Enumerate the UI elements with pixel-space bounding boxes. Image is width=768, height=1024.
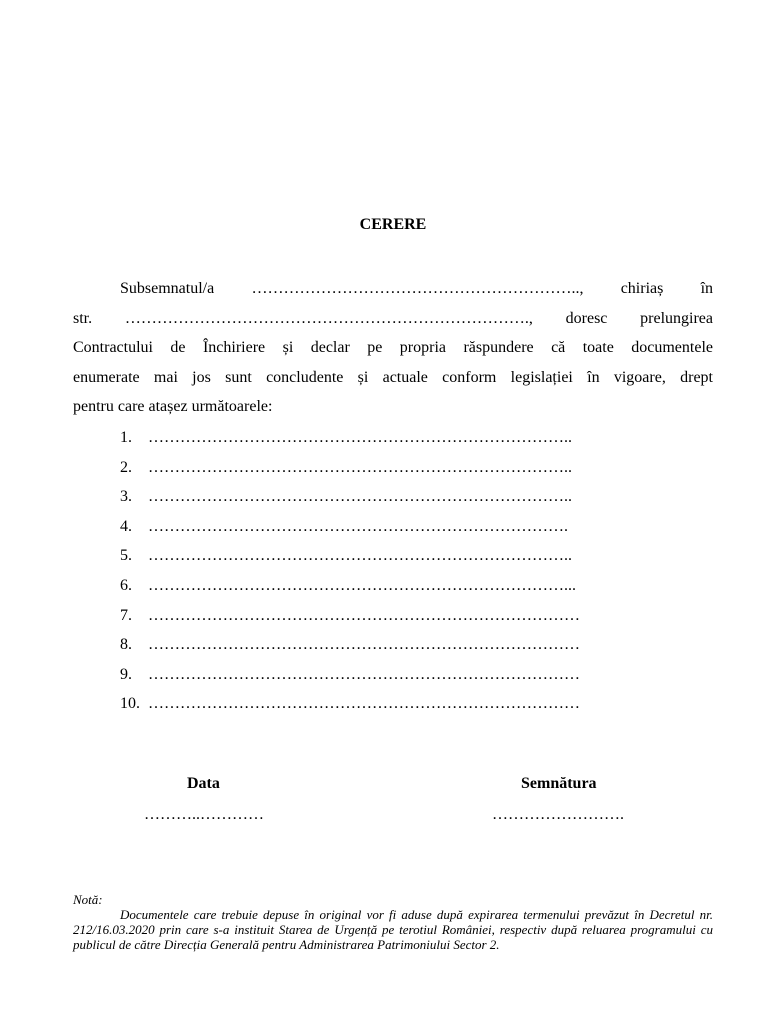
- note-heading: Notă:: [73, 892, 103, 907]
- name-field[interactable]: Subsemnatul/a ……………………………………………………..,: [120, 280, 584, 297]
- document-title: CERERE: [359, 216, 427, 233]
- paragraph-line-2: str. …………………………………………………………………., doresc prelungirea: [73, 309, 714, 327]
- list-item[interactable]: 4. …………………………………………………………………….: [120, 517, 568, 535]
- paragraph-line-5: pentru care atașez următoarele:: [73, 398, 273, 415]
- paragraph-line-4: enumerate mai jos sunt concludente și actuale conform legislației în vigoare, drept: [73, 368, 713, 386]
- list-item[interactable]: 6. ……………………………………………………………………...: [120, 576, 576, 594]
- request-paragraph: [73, 274, 713, 422]
- street-field[interactable]: str. ………………………………………………………………….,: [73, 309, 533, 327]
- paragraph-line-3: Contractului de Închiriere și declar pe propria răspundere că toate documentele: [73, 339, 713, 356]
- list-item[interactable]: 7. ………………………………………………………………………: [120, 606, 580, 624]
- paragraph-line-1: Subsemnatul/a …………………………………………………….., chiriaș în: [120, 280, 714, 297]
- list-item[interactable]: 2. ……………………………………………………………………..: [120, 458, 572, 476]
- note-body: Documentele care trebuie depuse în original vor fi aduse după expirarea termenului prevăzut în Decretul nr. 212/16.03.2020 prin care s-a instituit Starea de Urgență pe terotiul României, respectiv după reluarea programului cu publicul de către Direcția Generală pentru Administrarea Patrimoniului Sector 2.: [73, 907, 713, 952]
- documents-list: [120, 423, 680, 719]
- date-field[interactable]: ………..…………: [144, 806, 264, 823]
- date-label: Data: [187, 775, 220, 792]
- list-item[interactable]: 1. ……………………………………………………………………..: [120, 429, 572, 446]
- signature-field[interactable]: …………………….: [492, 806, 624, 823]
- list-item[interactable]: 8. ………………………………………………………………………: [120, 636, 580, 654]
- signature-label: Semnătura: [521, 775, 597, 792]
- note-section: [73, 892, 713, 952]
- list-item[interactable]: 3. ……………………………………………………………………..: [120, 488, 572, 506]
- list-item[interactable]: 9. ………………………………………………………………………: [120, 665, 580, 683]
- list-item[interactable]: 5. ……………………………………………………………………..: [120, 547, 572, 565]
- list-item[interactable]: 10. ………………………………………………………………………: [120, 695, 580, 713]
